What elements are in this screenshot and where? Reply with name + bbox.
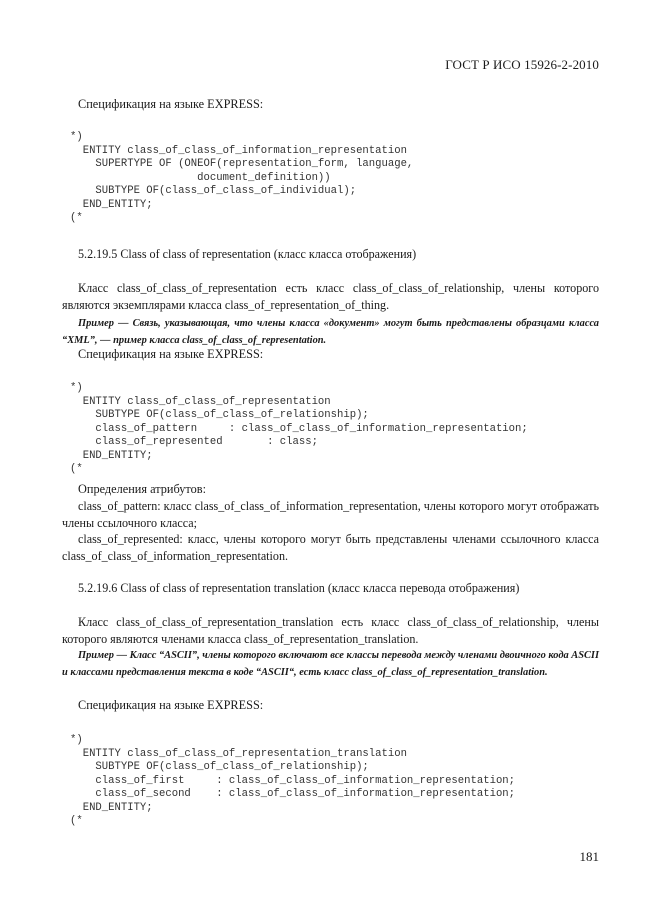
attributes-heading: Определения атрибутов: — [78, 482, 207, 496]
attribute-definition: class_of_represented: класс, члены которого могут быть представлены членами ссылочного класса class_of_class_of_information_representation. — [62, 532, 599, 563]
express-spec-label: Спецификация на языке EXPRESS: — [78, 698, 264, 712]
example-note: Пример — Класс “ASCII”, члены которого включают все классы перевода между членами двоичного кода ASCII и классами представления текста в коде “ASCII“, есть класс class_of_class_of_representation_translation. — [62, 650, 599, 678]
paragraph: Класс class_of_class_of_representation_translation есть класс class_of_class_of_relationship, члены которого являются членами класса class_of_representation_translation. — [62, 615, 599, 646]
express-spec-label: Спецификация на языке EXPRESS: — [78, 347, 264, 361]
paragraph: Класс class_of_class_of_representation есть класс class_of_class_of_relationship, члены которого являются экземплярами класса class_of_representation_of_thing. — [62, 281, 599, 312]
example-note: Пример — Связь, указывающая, что члены класса «документ» могут быть представлены образцами класса “XML”, — пример класса class_of_class_of_representation. — [62, 318, 599, 346]
section-heading-5-2-19-6: 5.2.19.6 Class of class of representation translation (класс класса перевода отображения) — [78, 581, 520, 595]
express-code-block: *) ENTITY class_of_class_of_representation_translation SUBTYPE OF(class_of_class_of_relationship); class_of_first : class_of_class_of_information_representation; class_of_second : class_of_class_of_information_representation; END_ENTITY; (* — [70, 734, 516, 827]
express-spec-label: Спецификация на языке EXPRESS: — [78, 97, 264, 111]
section-heading-5-2-19-5: 5.2.19.5 Class of class of representation (класс класса отображения) — [78, 247, 417, 261]
express-code-block: *) ENTITY class_of_class_of_representation SUBTYPE OF(class_of_class_of_relationship); class_of_pattern : class_of_class_of_information_representation; class_of_represented : class; END_ENTITY; (* — [70, 382, 528, 475]
express-code-block: *) ENTITY class_of_class_of_information_representation SUPERTYPE OF (ONEOF(representation_form, language, document_definition)) SUBTYPE OF(class_of_class_of_individual); END_ENTITY; (* — [70, 131, 414, 224]
page-number: 181 — [579, 849, 599, 864]
attribute-definition: class_of_pattern: класс class_of_class_of_information_representation, члены которого могут отображать члены ссылочного класса; — [62, 499, 599, 530]
page-header-standard: ГОСТ Р ИСО 15926-2-2010 — [445, 57, 599, 72]
